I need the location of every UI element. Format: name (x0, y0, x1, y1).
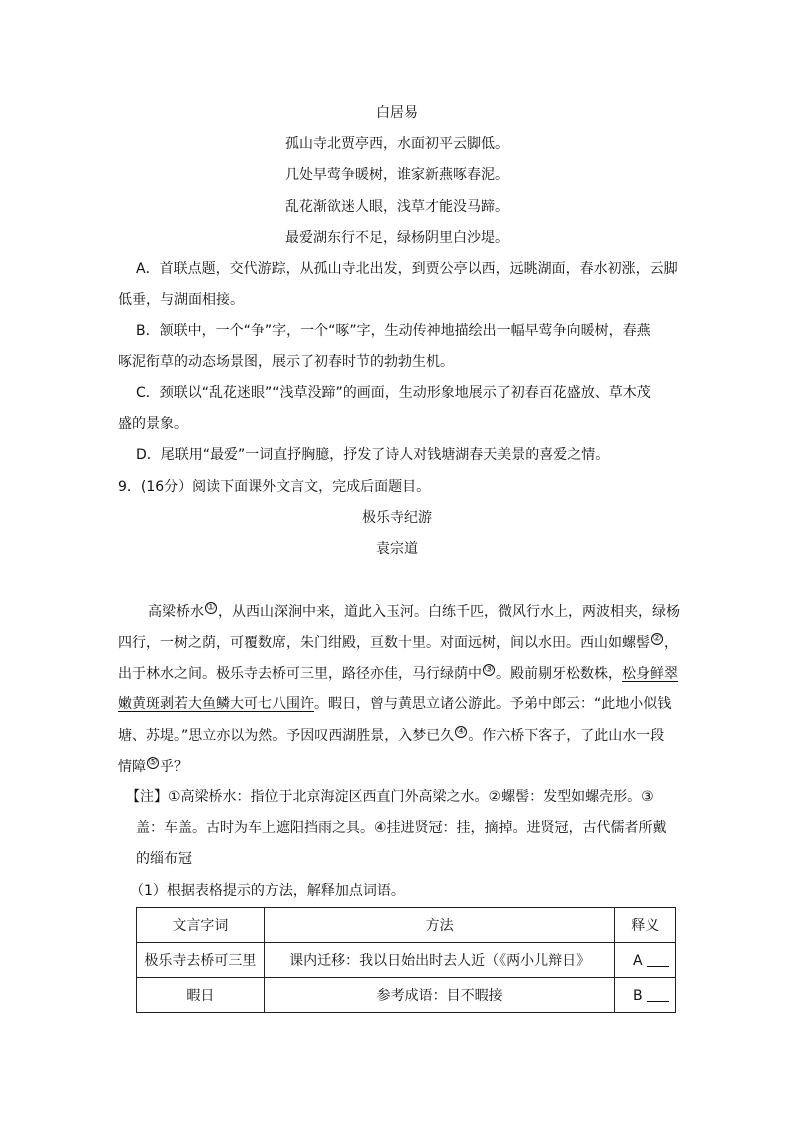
option-c-line-1: C．颈联以“乱花迷眼”“浅草没蹄”的画面，生动形象地展示了初春百花盛放、草木茂 (136, 385, 651, 401)
table-header-word: 文言字词 (137, 908, 265, 943)
answer-blank[interactable] (647, 952, 669, 967)
table-header-method: 方法 (264, 908, 615, 943)
table-header-row (137, 908, 676, 943)
passage-line-4 (118, 695, 671, 713)
poem-line-2: 几处早莺争暖树，谁家新燕啄春泥。 (285, 167, 509, 183)
note-mark-1: ① (206, 602, 216, 613)
passage-title: 极乐寺纪游 (362, 510, 432, 526)
note-mark-5: ⑤ (148, 757, 158, 768)
sub-question-1-prompt: （1）根据表格提示的方法，解释加点词语。 (130, 883, 405, 899)
notes-label: 【注】 (126, 789, 168, 805)
table-cell-method: 课内迁移：我以日始出时去人近（《两小儿辩日》 (264, 943, 615, 978)
passage-line-6 (118, 757, 188, 776)
option-d-line-1: D．尾联用“最爱”一词直抒胸臆，抒发了诗人对钱塘湖春天美景的喜爱之情。 (136, 447, 610, 463)
option-c-line-2: 盛的景象。 (118, 416, 188, 432)
question-9-prompt: 9．(16分）阅读下面课外文言文，完成后面题目。 (118, 479, 431, 495)
poem-line-3: 乱花渐欲迷人眼，浅草才能没马蹄。 (285, 199, 509, 215)
note-mark-3: ③ (484, 664, 494, 675)
underlined-sentence: 松身鲜翠 (622, 666, 678, 682)
passage-line-2: 四行，一树之荫，可覆数席，朱门绀殿，亘数十里。对面远树，间以水田。西山如螺髻 ② ， (118, 633, 678, 651)
note-mark-4: ④ (456, 726, 466, 737)
poem-author: 白居易 (376, 105, 418, 121)
option-b-line-2: 啄泥衔草的动态场景图，展示了初春时节的勃勃生机。 (118, 354, 454, 370)
passage-author: 袁宗道 (376, 541, 418, 557)
passage-text: ，从西山深涧中来，道此入玉河。白练千匹，微风行水上，两波相夹，绿杨 (218, 604, 680, 620)
table-row (137, 978, 676, 1013)
note-mark-2: ② (652, 633, 662, 644)
option-a-line-2: 低垂，与湖面相接。 (118, 292, 244, 308)
poem-line-4: 最爱湖东行不足，绿杨阴里白沙堤。 (285, 230, 509, 246)
underlined-sentence: 嫩黄斑剥若大鱼鳞大可七八围许 (118, 696, 314, 712)
table-cell-answer[interactable] (615, 943, 676, 978)
table-cell-word: 极乐寺去桥可三里 (137, 943, 265, 978)
notes-line-1 (126, 788, 654, 806)
passage-text: 四行，一树之荫，可覆数席，朱门绀殿，亘数十里。对面远树，间以水田。西山如螺髻 (118, 635, 650, 651)
table-header-meaning: 释义 (615, 908, 676, 943)
passage-text: 塘、苏堤。”思立亦以为然。予因叹西湖胜景，入梦已久 (118, 728, 455, 744)
table-cell-word: 暇日 (137, 978, 265, 1013)
answer-label: B (632, 987, 643, 1004)
poem-line-1: 孤山寺北贾亭西，水面初平云脚低。 (285, 136, 509, 152)
passage-text: 高梁桥水 (148, 604, 204, 620)
table-row (137, 943, 676, 978)
answer-blank[interactable] (647, 987, 669, 1002)
passage-text: 。暇日，曾与黄思立诸公游此。予弟中郎云：“此地小似钱 (314, 696, 672, 712)
passage-text: 乎？ (160, 759, 188, 775)
passage-line-5 (118, 726, 664, 745)
passage-text: 。殿前剔牙松数株， (496, 666, 622, 682)
answer-label: A (632, 952, 643, 969)
notes-text: ①高梁桥水：指位于北京海淀区西直门外高梁之水。②螺髻：发型如螺壳形。③ (168, 789, 654, 805)
notes-line-3: 的缁布冠 (136, 851, 192, 867)
passage-line-3 (118, 664, 678, 683)
vocabulary-table (136, 907, 676, 1013)
table-cell-method: 参考成语：目不暇接 (264, 978, 615, 1013)
option-a-line-1: A．首联点题，交代游踪，从孤山寺北出发，到贾公亭以西，远眺湖面，春水初涨，云脚 (136, 261, 678, 277)
passage-text: 。作六桥下客子，了此山水一段 (468, 728, 665, 744)
notes-line-2: 盖：车盖。古时为车上遮阳挡雨之具。④挂进贤冠：挂，摘掉。进贤冠，古代儒者所戴 (136, 820, 667, 836)
passage-line-1 (148, 602, 680, 621)
option-b-line-1: B．颔联中，一个“争”字，一个“啄”字，生动传神地描绘出一幅早莺争向暖树，春燕 (136, 323, 651, 339)
passage-text: 情障 (118, 759, 146, 775)
table-cell-answer[interactable] (615, 978, 676, 1013)
passage-text: 出于林水之间。极乐寺去桥可三里，路径亦佳，马行绿荫中 (118, 666, 482, 682)
